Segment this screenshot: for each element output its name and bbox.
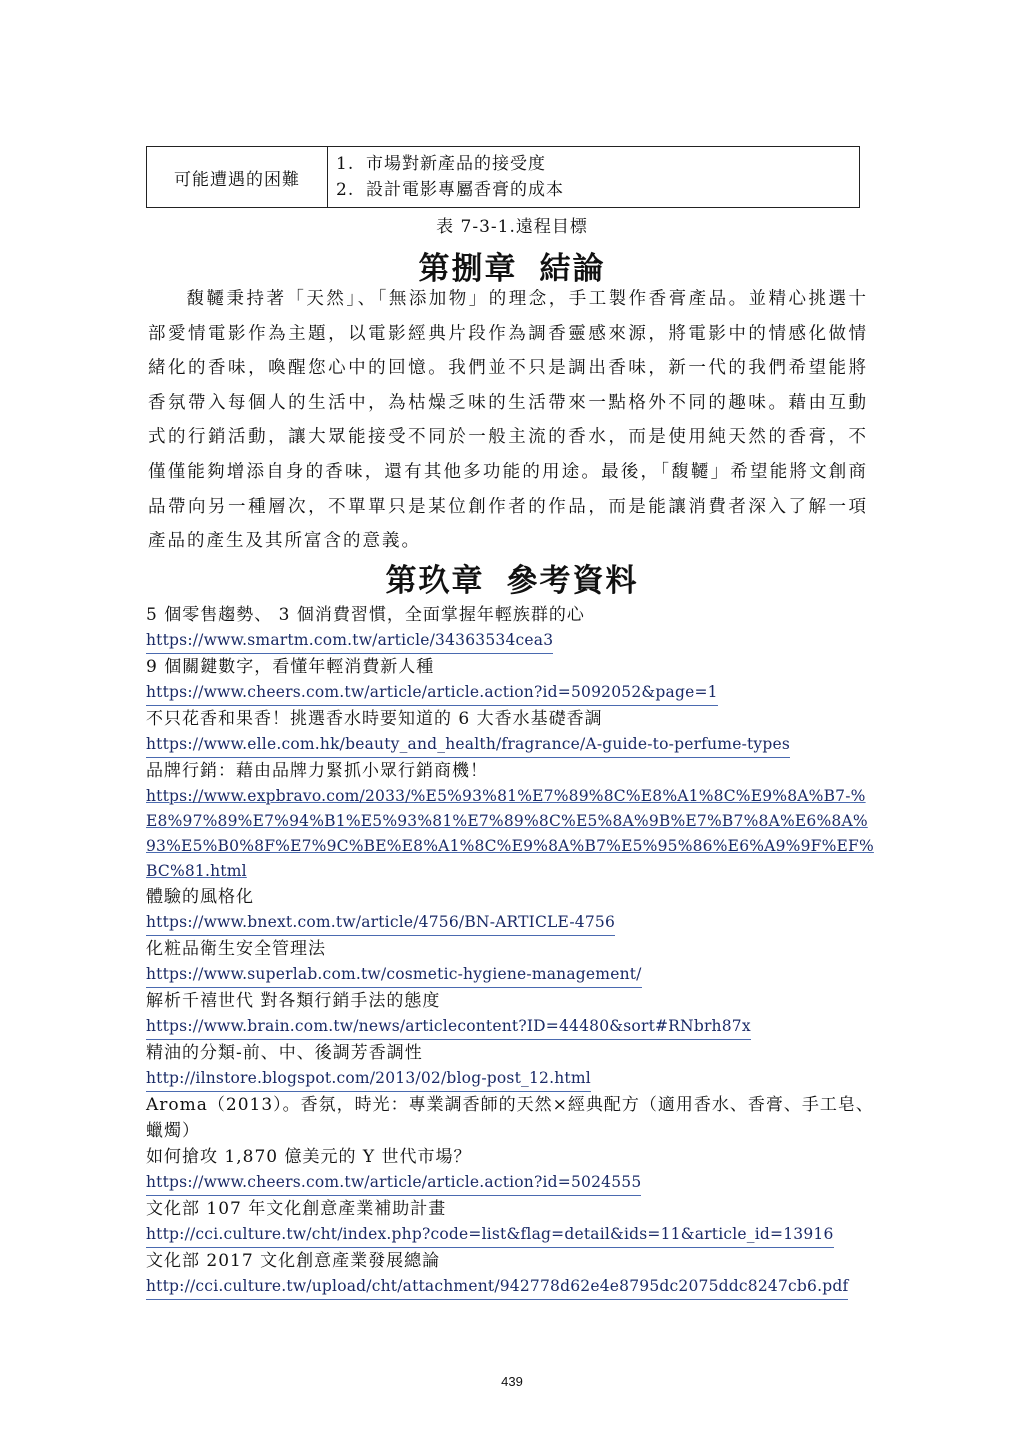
reference-title: 不只花香和果香！挑選香水時要知道的 6 大香水基礎香調: [146, 709, 603, 729]
reference-item: [146, 936, 876, 988]
reference-title: 化粧品衛生安全管理法: [146, 939, 326, 959]
reference-title: 5 個零售趨勢、 3 個消費習慣，全面掌握年輕族群的心: [146, 605, 585, 625]
reference-title: 精油的分類-前、中、後調芳香調性: [146, 1043, 423, 1063]
reference-link[interactable]: https://www.bnext.com.tw/article/4756/BN-ARTICLE-4756: [146, 910, 615, 936]
reference-title: 文化部 2017 文化創意產業發展總論: [146, 1251, 441, 1271]
reference-item: [146, 1144, 876, 1196]
reference-title: 如何搶攻 1,870 億美元的 Y 世代市場？: [146, 1147, 472, 1167]
reference-link[interactable]: https://www.expbravo.com/2033/%E5%93%81%E7%89%8C%E8%A1%8C%E9%8A%B7-%E8%97%89%E7%94%B1%E5%93%81%E7%89%8C%E5%8A%9B%E7%B7%8A%E6%8A%93%E5%B0%8F%E7%9C%BE%E8%A1%8C%E9%8A%B7%E5%95%86%E6%A9%9F%EF%BC%81.html: [146, 787, 874, 880]
reference-title: 9 個關鍵數字，看懂年輕消費新人種: [146, 657, 435, 677]
reference-title: 解析千禧世代 對各類行銷手法的態度: [146, 991, 441, 1011]
chapter-title: 參考資料: [506, 563, 639, 599]
chapter-9-heading: [0, 555, 1024, 600]
page-number: 439: [501, 1374, 523, 1389]
reference-title: 品牌行銷：藉由品牌力緊抓小眾行銷商機！: [146, 761, 488, 781]
reference-item: [146, 1196, 876, 1248]
reference-item: [146, 1040, 876, 1092]
reference-link[interactable]: https://www.smartm.com.tw/article/34363534cea3: [146, 628, 553, 654]
table-items-cell: [328, 147, 860, 208]
chapter-number: 第玖章: [385, 563, 485, 599]
reference-link[interactable]: https://www.cheers.com.tw/article/article.action?id=5024555: [146, 1170, 641, 1196]
reference-item: [146, 706, 876, 758]
conclusion-paragraph: 馥韆秉持著「天然」、「無添加物」的理念，手工製作香膏產品。並精心挑選十部愛情電影作為主題，以電影經典片段作為調香靈感來源，將電影中的情感化做情緒化的香味，喚醒您心中的回憶。我們並不只是調出香味，新一代的我們希望能將香氛帶入每個人的生活中，為枯燥乏味的生活帶來一點格外不同的趣味。藉由互動式的行銷活動，讓大眾能接受不同於一般主流的香水，而是使用純天然的香膏，不僅僅能夠增添自身的香味，還有其他多功能的用途。最後，「馥韆」希望能將文創商品帶向另一種層次，不單單只是某位創作者的作品，而是能讓消費者深入了解一項產品的產生及其所富含的意義。: [148, 289, 868, 552]
reference-item: [146, 884, 876, 936]
reference-list: [146, 602, 876, 1300]
reference-item: [146, 1248, 876, 1300]
chapter-number: 第捌章: [418, 251, 518, 287]
reference-link[interactable]: http://cci.culture.tw/cht/index.php?code=list&flag=detail&ids=11&article_id=13916: [146, 1222, 834, 1248]
reference-link[interactable]: https://www.cheers.com.tw/article/article.action?id=5092052&page=1: [146, 680, 718, 706]
reference-item: [146, 1092, 876, 1144]
reference-link[interactable]: https://www.brain.com.tw/news/articlecontent?ID=44480&sort#RNbrh87x: [146, 1014, 751, 1040]
reference-title: 文化部 107 年文化創意產業補助計畫: [146, 1199, 447, 1219]
reference-link[interactable]: https://www.elle.com.hk/beauty_and_health/fragrance/A-guide-to-perfume-types: [146, 732, 790, 758]
reference-link[interactable]: https://www.superlab.com.tw/cosmetic-hygiene-management/: [146, 962, 642, 988]
reference-link[interactable]: http://cci.culture.tw/upload/cht/attachment/942778d62e4e8795dc2075ddc8247cb6.pdf: [146, 1274, 848, 1300]
table-caption: 表 7-3-1.遠程目標: [436, 217, 588, 237]
table-label-cell: 可能遭遇的困難: [147, 147, 328, 208]
chapter-title: 結論: [539, 251, 606, 287]
reference-item: [146, 758, 876, 884]
reference-title: Aroma（2013）。香氛，時光：專業調香師的天然×經典配方（適用香水、香膏、手工皂、蠟燭）: [146, 1095, 874, 1141]
reference-item: [146, 602, 876, 654]
table-list-item: 1. 市場對新產品的接受度: [336, 154, 546, 174]
reference-item: [146, 988, 876, 1040]
reference-item: [146, 654, 876, 706]
reference-link[interactable]: http://ilnstore.blogspot.com/2013/02/blog-post_12.html: [146, 1066, 591, 1092]
reference-title: 體驗的風格化: [146, 887, 254, 907]
table-list-item: 2. 設計電影專屬香膏的成本: [336, 180, 564, 200]
difficulty-table: [146, 146, 860, 208]
